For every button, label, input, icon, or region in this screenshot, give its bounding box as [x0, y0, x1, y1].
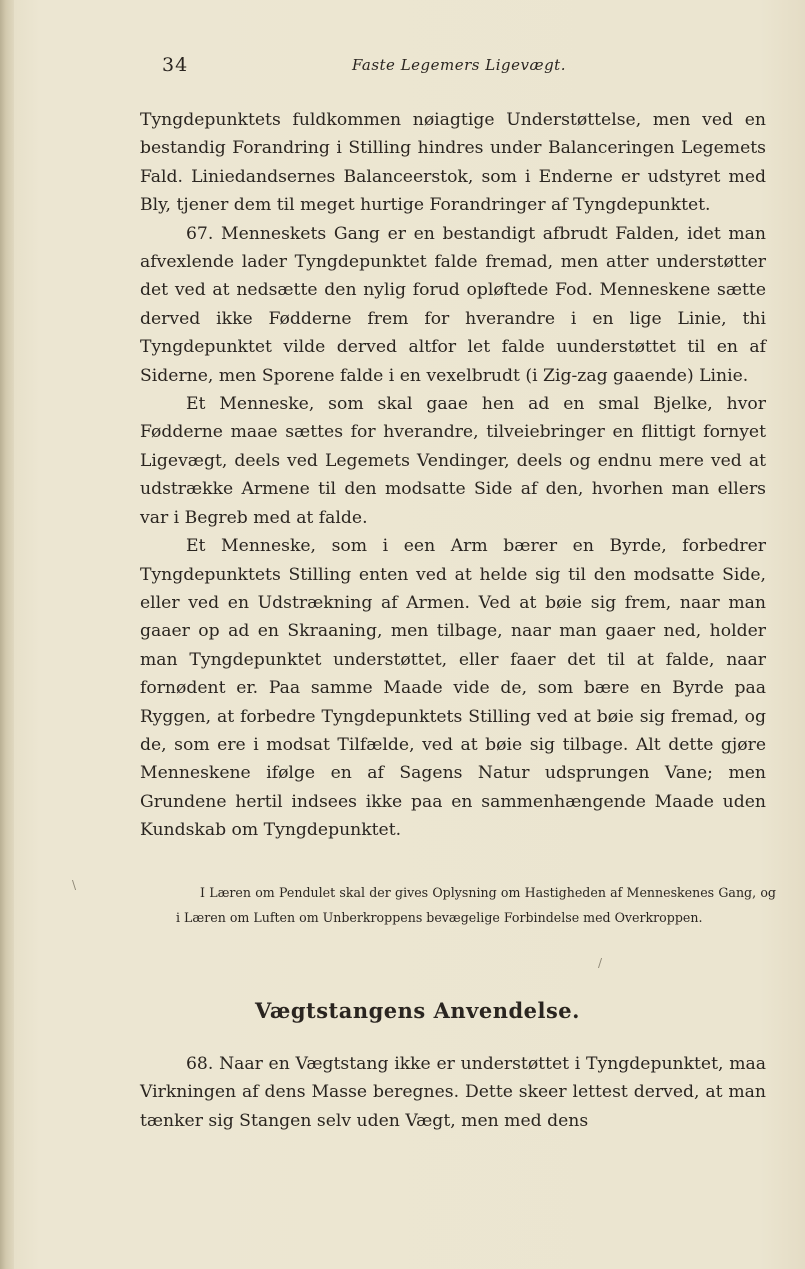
footnote: [176, 880, 776, 930]
stain-mark: /: [598, 956, 603, 970]
book-spine-edge: [0, 0, 14, 1269]
margin-mark: \: [72, 878, 77, 892]
page-number: 34: [162, 54, 189, 76]
section-text: [140, 1050, 766, 1135]
paragraph-beam: Et Menneske, som skal gaae hen ad en smal Bjelke, hvor Fødderne maae sættes for hverandre, tilveiebringer en flittigt fornyet Ligevægt, deels ved Legemets Vendinger, deels og endnu mere ved at udstrække Armene til den modsatte Side af den, hvorhen man ellers var i Begreb med at falde.: [140, 394, 766, 528]
paragraph-burden: Et Menneske, som i een Arm bærer en Byrde, forbedrer Tyngdepunktets Stilling enten ved at helde sig til den modsatte Side, eller ved en Udstrækning af Armen. Ved at bøie sig frem, naar man gaaer op ad en Skraaning, men tilbage, naar man gaaer ned, holder man Tyngdepunktet understøttet, eller faaer det til at falde, naar fornødent er. Paa samme Maade vide de, som bære en Byrde paa Ryggen, at forbedre Tyngdepunktets Stilling ved at bøie sig fremad, og de, som ere i modsat Tilfælde, ved at bøie sig tilbage. Alt dette gjøre Menneskene ifølge en af Sagens Natur udsprungen Vane; men Grundene hertil indsees ikke paa en sammenhængende Maade uden Kundskab om Tyngdepunktet.: [140, 536, 766, 841]
running-title: Faste Legemers Ligevægt.: [352, 56, 566, 74]
footnote-text: I Læren om Pendulet skal der gives Oplysning om Hastigheden af Menneskenes Gang, og i Læren om Luften om Unberkroppens bevægelige Forbindelse med Overkroppen.: [176, 885, 776, 925]
section-heading: Vægtstangens Anvendelse.: [255, 998, 580, 1023]
paragraph-68: 68. Naar en Vægtstang ikke er understøttet i Tyngdepunktet, maa Virkningen af dens Masse beregnes. Dette skeer lettest derved, at man tænker sig Stangen selv uden Vægt, men med dens: [140, 1054, 766, 1131]
paragraph-continuation: Tyngdepunktets fuldkommen nøiagtige Understøttelse, men ved en bestandig Forandring i Stilling hindres under Balanceringen Legemets Fald. Liniedandsernes Balanceerstok, som i Enderne er udstyret med Bly, tjener dem til meget hurtige Forandringer af Tyngdepunktet.: [140, 110, 766, 216]
paragraph-67: 67. Menneskets Gang er en bestandigt afbrudt Falden, idet man afvexlende lader Tyngdepunktet falde fremad, men atter understøtter det ved at nedsætte den nylig forud opløftede Fod. Menneskene sætte derved ikke Fødderne frem for hverandre i en lige Linie, thi Tyngdepunktet vilde derved altfor let falde uunderstøttet til en af Siderne, men Sporene falde i en vexelbrudt (i Zig-zag gaaende) Linie.: [140, 223, 766, 386]
page-header: [162, 54, 762, 80]
body-text: [140, 106, 766, 845]
